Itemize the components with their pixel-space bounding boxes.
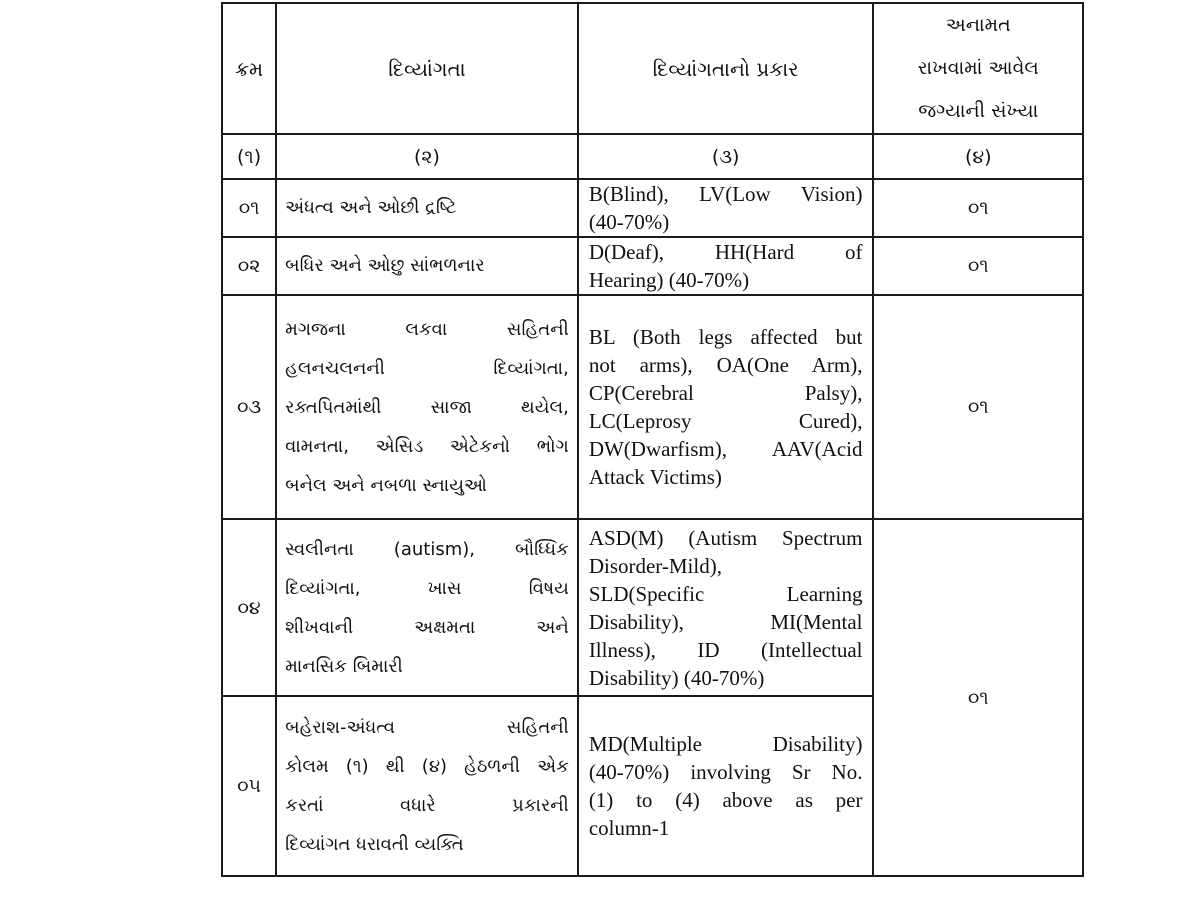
column-index: (૧) [222,134,276,179]
header-row [222,3,1083,134]
row-disability-type [578,237,874,295]
row-disability [276,237,578,295]
disability-reservation-table [221,2,1084,877]
row-count: ૦૧ [873,237,1083,295]
type-line: B(Blind), LV(Low Vision) [588,182,863,206]
header-reserved-posts [873,3,1083,134]
type-line: Illness), ID (Intellectual [588,637,863,662]
header-disability-type: દિવ્યાંગતાનો પ્રકાર [578,3,874,134]
row-count: ૦૧ [873,295,1083,519]
row-serial: ૦૨ [222,237,276,295]
type-line: (40-70%) [588,210,670,234]
disability-line: બહેરાશ-અંધત્વ સહિતની [285,717,569,738]
column-index: (૩) [578,134,874,179]
row-serial: ૦૩ [222,295,276,519]
disability-line: રક્તપિતમાંથી સાજા થયેલ, [285,396,569,418]
row-disability-type [578,696,874,876]
type-line: Disability), MI(Mental [588,609,863,634]
disability-line: બધિર અને ઓછુ સાંભળનાર [285,255,485,276]
type-line: SLD(Specific Learning [588,581,863,606]
header-reserved-line: અનામત [945,14,1011,36]
header-serial: ક્રમ [222,3,276,134]
type-line: CP(Cerebral Palsy), [588,381,863,405]
disability-line: સ્વલીનતા (autism), બૌધ્ધિક [285,538,569,560]
disability-line: શીખવાની અક્ષમતા અને [285,616,569,638]
type-line: (1) to (4) above as per [588,788,863,812]
table-row [222,519,1083,696]
type-line: (40-70%) involving Sr No. [588,760,863,784]
type-line: ASD(M) (Autism Spectrum [588,525,863,550]
row-disability [276,696,578,876]
disability-line: દિવ્યાંગત ધરાવતી વ્યક્તિ [285,834,464,855]
row-disability [276,519,578,696]
type-line: not arms), OA(One Arm), [588,353,863,377]
type-line: Hearing) (40-70%) [588,268,750,292]
type-line: MD(Multiple Disability) [588,732,863,756]
table-row [222,237,1083,295]
column-index: (૪) [873,134,1083,179]
disability-line: મગજના લકવા સહિતની [285,318,569,340]
row-disability-type [578,519,874,696]
disability-line: હલનચલનની દિવ્યાંગતા, [285,357,569,379]
row-disability-type [578,295,874,519]
column-index: (૨) [276,134,578,179]
disability-line: અંધત્વ અને ઓછી દ્રષ્ટિ [285,197,457,218]
disability-line: માનસિક બિમારી [285,655,403,677]
merged-count-rows-4-5: ૦૧ [873,519,1083,876]
disability-line: વામનતા, એસિડ એટેકનો ભોગ [285,435,569,457]
row-serial: ૦૪ [222,519,276,696]
disability-line: દિવ્યાંગતા, ખાસ વિષય [285,577,569,599]
row-disability-type [578,179,874,237]
row-serial: ૦૧ [222,179,276,237]
header-reserved-line: રાખવામાં આવેલ [917,57,1039,79]
disability-line: કોલમ (૧) થી (૪) હેઠળની એક [285,756,569,777]
type-line: DW(Dwarfism), AAV(Acid [588,437,863,461]
disability-line: કરતાં વધારે પ્રકારની [285,795,569,816]
row-count: ૦૧ [873,179,1083,237]
type-line: Attack Victims) [588,465,722,489]
type-line: D(Deaf), HH(Hard of [588,240,863,264]
type-line: Disorder-Mild), [588,553,722,578]
disability-line: બનેલ અને નબળા સ્નાયુઓ [285,474,487,496]
table-row [222,295,1083,519]
row-disability [276,295,578,519]
type-line: LC(Leprosy Cured), [588,409,863,433]
row-serial: ૦૫ [222,696,276,876]
header-disability: દિવ્યાંગતા [276,3,578,134]
row-disability [276,179,578,237]
type-line: BL (Both legs affected but [588,325,863,349]
type-line: Disability) (40-70%) [588,665,765,690]
type-line: column-1 [588,816,670,840]
table-row [222,179,1083,237]
header-reserved-line: જગ્યાની સંખ્યા [918,100,1039,122]
column-index-row [222,134,1083,179]
